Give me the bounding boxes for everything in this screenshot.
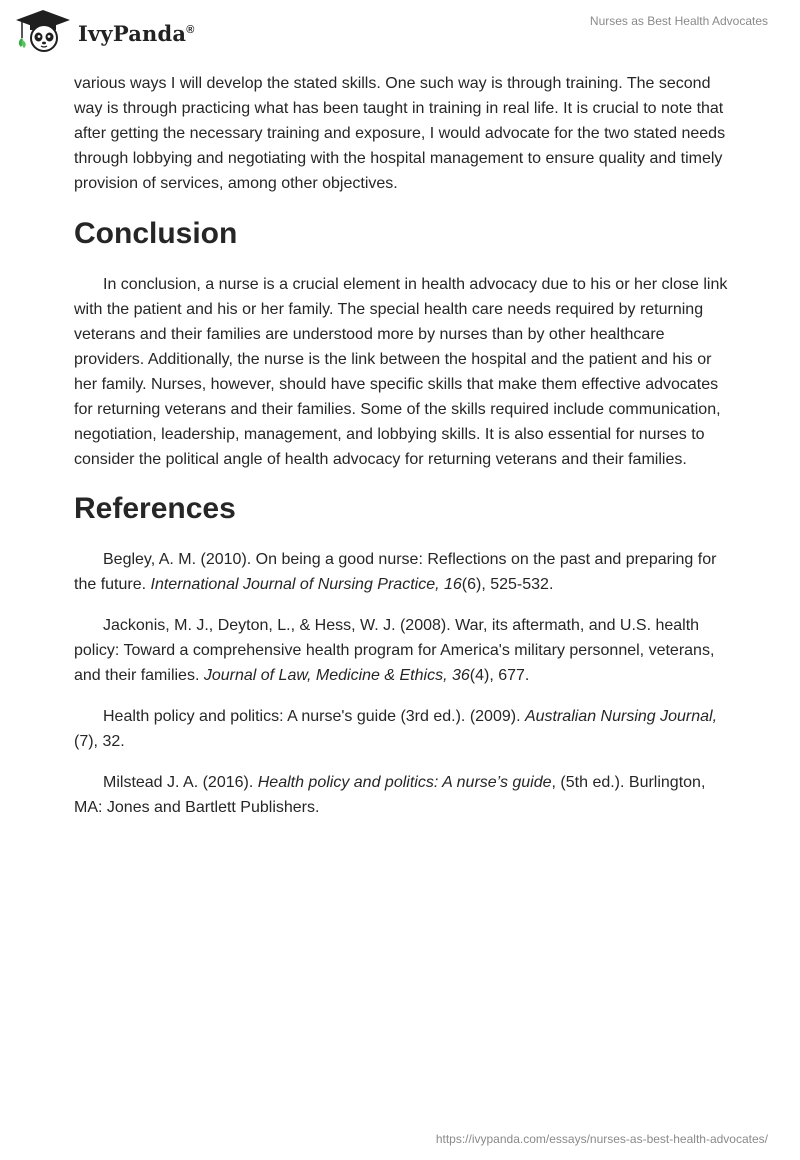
conclusion-paragraph: In conclusion, a nurse is a crucial element in health advocacy due to his or her close link with the patient and his or her family. The special health care needs required by returning veterans and their families are understood more by nurses than by other healthcare providers. Additionally, the nurse is the link between the hospital and the patient and his or her family. Nurses, however, should have specific skills that make them effective advocates for returning veterans and their families. Some of the skills required include communication, negotiation, leadership, management, and lobbying skills. It is also essential for nurses to consider the political angle of health advocacy for returning veterans and their families.: [74, 276, 728, 468]
page-header: [0, 0, 800, 64]
article-body: [74, 71, 734, 836]
intro-paragraph: various ways I will develop the stated skills. One such way is through training. The second way is through practicing what has been taught in training in real life. It is crucial to note that after getting the necessary training and exposure, I would advocate for the two stated needs through lobbying and negotiating with the hospital management to ensure quality and timely provision of services, among other objectives.: [74, 75, 726, 192]
reference-item: Milstead J. A. (2016). Health policy and politics: A nurse’s guide, (5th ed.). Burlington, MA: Jones and Bartlett Publishers.: [74, 774, 706, 816]
conclusion-heading: Conclusion: [74, 217, 238, 250]
ivypanda-logo[interactable]: [14, 8, 195, 54]
source-url[interactable]: https://ivypanda.com/essays/nurses-as-best-health-advocates/: [435, 1132, 768, 1146]
reference-item: Health policy and politics: A nurse's guide (3rd ed.). (2009). Australian Nursing Journal, (7), 32.: [74, 708, 718, 750]
reference-item: Jackonis, M. J., Deyton, L., & Hess, W. J. (2008). War, its aftermath, and U.S. health policy: Toward a comprehensive health program for America's military personnel, veterans, and their families. Journal of Law, Medicine & Ethics, 36(4), 677.: [74, 617, 715, 684]
reference-item: Begley, A. M. (2010). On being a good nurse: Reflections on the past and preparing for the future. International Journal of Nursing Practice, 16(6), 525-532.: [74, 551, 717, 593]
document-title: Nurses as Best Health Advocates: [589, 14, 768, 28]
panda-graduate-icon: [14, 8, 72, 54]
brand-name: IvyPanda®: [78, 20, 195, 46]
references-heading: References: [74, 492, 236, 525]
